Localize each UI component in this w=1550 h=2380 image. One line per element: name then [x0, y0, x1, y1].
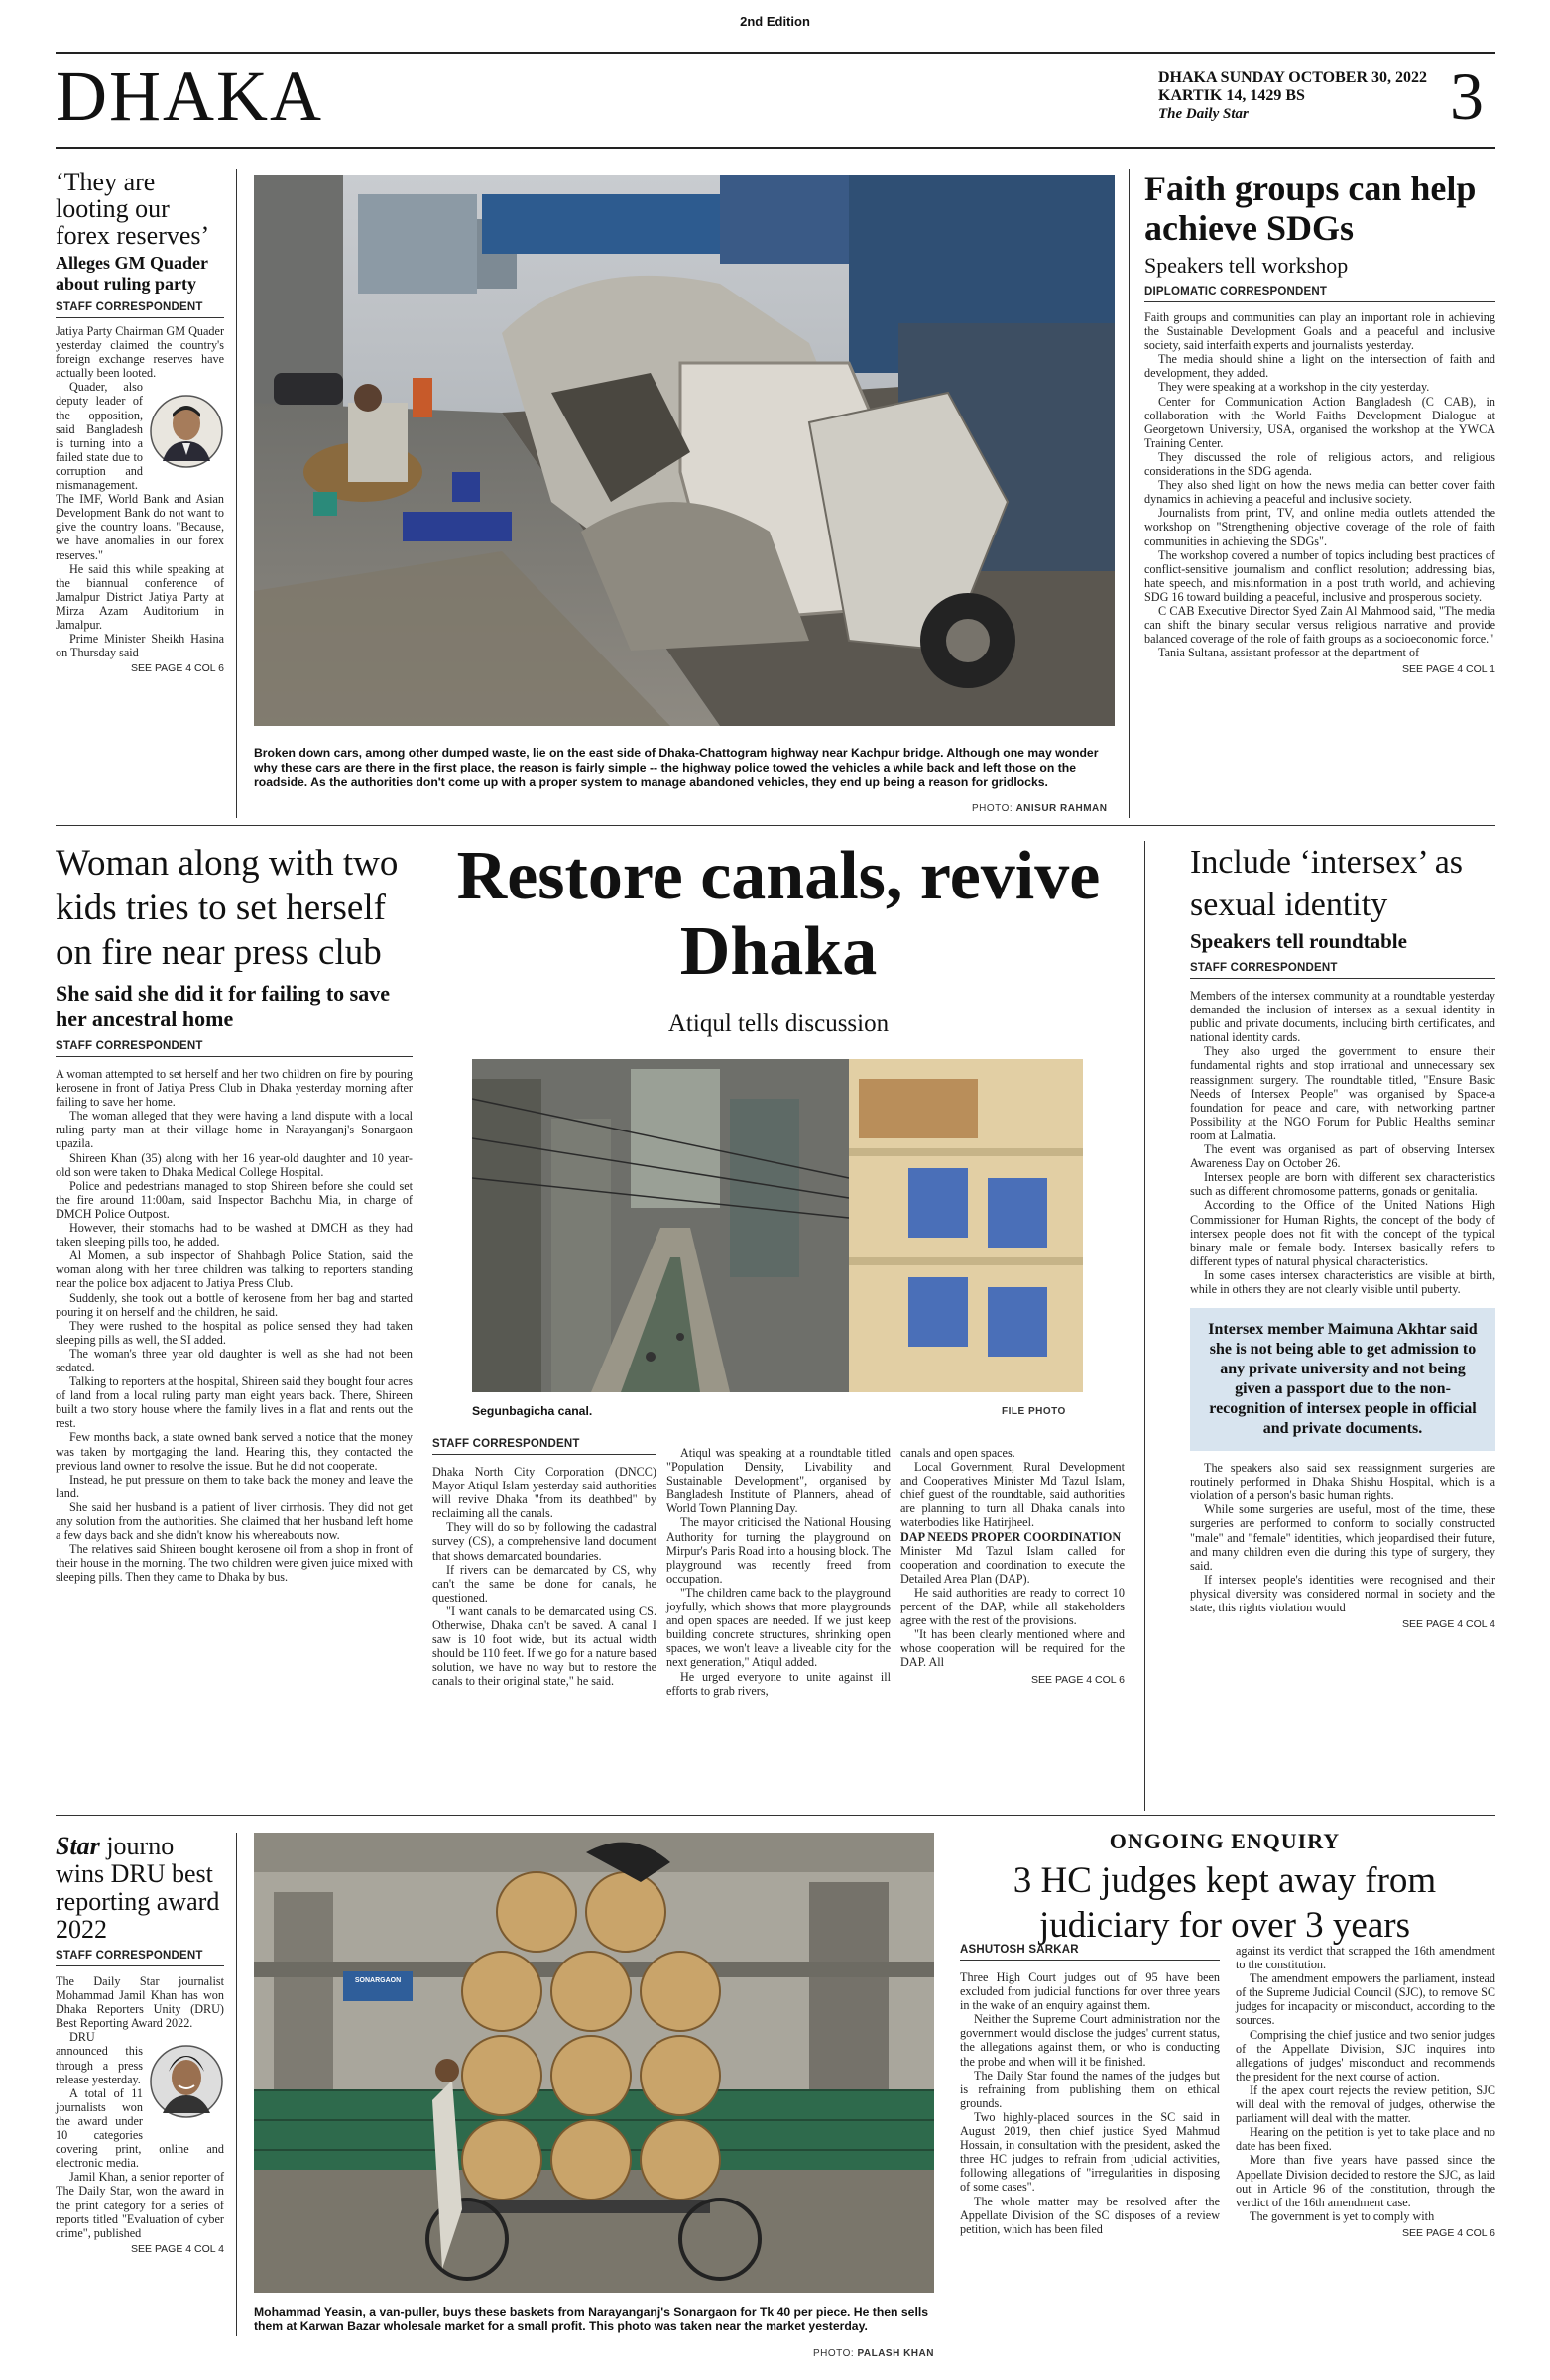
story-hc-heading: [954, 1829, 1495, 1948]
byline: STAFF CORRESPONDENT: [56, 1040, 203, 1052]
quader-portrait: [149, 384, 224, 475]
page-number: 3: [1450, 59, 1484, 134]
dateline: DHAKA SUNDAY OCTOBER 30, 2022: [1158, 69, 1428, 86]
article-body: A woman attempted to set herself and her two children on fire by pouring kerosene in front of Jatiya Press Club in Dhaka yesterday morning after failing to save her home. The woman alleged that they were having a land dispute with a local ruling party man at their village home in Narayanganj's Sonargaon upazila. Shireen Khan (35) along with her 16 year-old daughter and 10 year-old son were taken to Dhaka Medical College Hospital. Police and pedestrians managed to stop Shireen before she could set the fire around 11:00am, said Inspector Bachchu Mia, in charge of DMCH Police Outpost. However, their stomachs had to be washed at DMCH as they had taken sleeping pills too, he added. Al Momen, a sub inspector of Shahbagh Police Station, said the woman along with her three children was talking to reporters standing near the police box adjacent to Jatiya Press Club. Suddenly, she took out a bottle of kerosene from her bag and started pouring it on herself and the children, he said. They were rushed to the hospital as police sensed they had taken sleeping pills as well, the SI added. The woman's three year old daughter is well as she had not been sedated. Talking to reporters at the hospital, Shireen said they bought four acres of land from a local ruling party man eight years back. There, Shireen built a two story house where the family lives in a flat and rents out the rest. Few months back, a state owned bank served a notice that the money was taken by mortgaging the land. Hearing this, they contacted the previous land owner to resolve the issue. But he did not cooperate. Instead, he put pressure on them to take back the money and leave the land. She said her husband is a patient of liver cirrhosis. They did not get any solution from the authorities. She claimed that her husband left home a few days back and she didn't know his whereabouts now. The relatives said Shireen bought kerosene oil from a shop in front of their house in the morning. The two children were given juice mixed with sleeping pills. Then they came to Dhaka by bus.: [56, 1067, 413, 1585]
see-page-link[interactable]: SEE PAGE 4 COL 4: [1402, 1618, 1495, 1631]
story-intersex: Include ‘intersex’ as sexual identity Speakers tell roundtable STAFF CORRESPONDENT Members of the intersex community at a roundtable yesterday demanded the inclusion of intersex as a sexual identity in public and private documents, including birth certificates, and national identity cards. They also urged the government to ensure their fundamental rights and stop irrational and unnecessary sex reassignment surgery. The roundtable titled, "Ensure Basic Needs of Intersex People" was organised by Space-a foundation for peace and care, with networking partner Possibility at the NGO Forum for Public Healths seminar room at Lalmatia. The event was organised as part of observing Intersex Awareness Day on October 26. Intersex people are born with different sex characteristics such as different chromosome patterns, gonads or genitalia. According to the Office of the United Nations High Commissioner for Human Rights, the concept of the body of intersex people does not fit with the concept of the typical binary male or female body. Intersex basically refers to different types of natural physical characteristics. In some cases intersex characteristics are visible at birth, while in others they are not clearly visible until puberty. Intersex member Maimuna Akhtar said she is not being able to get admission to any private university and not being given a passport due to the non-recognition of intersex people in official and private documents. The speakers also said sex reassignment surgeries are routinely performed in Dhaka Shishu Hospital, which is a violation of a person's basic human rights. While some surgeries are useful, most of the time, these surgeries are performed to conform to socially constructed "male" and "female" identities, which jeopardised their future, and many children even die during this type of surgery, they said. If intersex people's identities were recognised and their physical diversity was considered normal in society and the state, this rights violation would SEE PAGE 4 COL 4: [1190, 841, 1495, 1630]
bottom-photo-caption: Mohammad Yeasin, a van-puller, buys these baskets from Narayanganj's Sonargaon for Tk 40 per piece. He then sells them at Karwan Bazar wholesale market for a small profit. This photo was taken near the market yesterday.: [254, 2305, 928, 2333]
canal-photo-credit: FILE PHOTO: [1002, 1406, 1066, 1417]
headline: Woman along with two kids tries to set herself on fire near press club: [56, 843, 399, 973]
byline: DIPLOMATIC CORRESPONDENT: [1144, 286, 1328, 298]
canals-col-1: STAFF CORRESPONDENT Dhaka North City Corporation (DNCC) Mayor Atiqul Islam yesterday said authorities will revive Dhaka "from its deathbed" by reclaiming all the canals. They will do so by following the cadastral survey (CS), a comprehensive land document that shows demarcated boundaries. If rivers can be demarcated by CS, why can't the same be done for canals, he questioned. "I want canals to be demarcated using CS. Otherwise, Dhaka can't be saved. A canal I saw is 10 foot wide, but its actual width should be 110 feet. If we go for a nature based solution, we have no way but to restore the canals to their original state," he said.: [432, 1438, 656, 1689]
headline: Include ‘intersex’ as sexual identity: [1190, 844, 1464, 923]
subhead: Alleges GM Quader about ruling party: [56, 253, 208, 294]
subhead: Speakers tell workshop: [1144, 253, 1349, 278]
see-page-link[interactable]: SEE PAGE 4 COL 6: [1402, 2226, 1495, 2239]
bottom-photo-credit: PHOTO: PALASH KHAN: [813, 2348, 934, 2359]
article-body: The Daily Star journalist Mohammad Jamil Khan has won Dhaka Reporters Unity (DRU) Best Reporting Award 2022. DRU announced this through a press release yesterday. A total of 11 journalists won the award under 10 categories covering print, online and electronic media. Jamil Khan, a senior reporter of The Daily Star, won the award in the print category for a series of reports titled "Evaluation of cyber crime", published: [56, 1974, 224, 2240]
see-page-link[interactable]: SEE PAGE 4 COL 4: [131, 2242, 224, 2255]
article-body: Faith groups and communities can play an important role in achieving the Sustainable Development Goals and a peaceful and inclusive society, said interfaith experts and journalists yesterday. The media should shine a light on the intersection of faith and development, they added. They were speaking at a workshop in the city yesterday. Center for Communication Action Bangladesh (C CAB), in collaboration with the World Faiths Development Dialogue at Georgetown University, USA, organised the workshop at the YWCA Training Center. They discussed the role of religious actors, and religious considerations in the SDG agenda. They also shed light on how the news media can better cover faith dynamics in achieving a peaceful and inclusive society. Journalists from print, TV, and online media outlets attended the workshop on "Strengthening objective coverage of the role of faith communities in achieving the SDGs". The workshop covered a number of topics including best practices of conflict-sensitive journalism and conflict resolution; addressing bias, hate speech, and misinformation in a post truth world, and achieving SDG 16 toward building a peaceful, inclusive and prosperous society. C CAB Executive Director Syed Zain Al Mahmood said, "The media can shift the binary secular versus religious narrative and provide balanced coverage of the role of faith groups as a socioeconomic force." Tania Sultana, assistant professor at the department of: [1144, 310, 1495, 660]
article-body: Members of the intersex community at a roundtable yesterday demanded the inclusion of intersex as a sexual identity in public and private documents, including birth certificates, and national identity cards. They also urged the government to ensure their fundamental rights and stop irrational and unnecessary sex reassignment surgery. The roundtable titled, "Ensure Basic Needs of Intersex People" was organised by Space-a foundation for peace and care, with networking partner Possibility at the NGO Forum for Public Healths seminar room at Lalmatia. The event was organised as part of observing Intersex Awareness Day on October 26. Intersex people are born with different sex characteristics such as different chromosome patterns, gonads or genitalia. According to the Office of the United Nations High Commissioner for Human Rights, the concept of the body of intersex people does not fit with the concept of the typical binary male or female body. Intersex basically refers to different types of natural physical characteristics. In some cases intersex characteristics are visible at birth, while in others they are not clearly visible until puberty.: [1190, 989, 1495, 1296]
canals-headline: Restore canals, revive Dhaka: [456, 838, 1101, 990]
basket-vendor-photo: [254, 1833, 934, 2293]
headline: ‘They are looting our forex reserves’: [56, 168, 210, 250]
see-page-link[interactable]: SEE PAGE 4 COL 6: [1031, 1673, 1125, 1686]
see-page-link[interactable]: SEE PAGE 4 COL 6: [131, 662, 224, 675]
paper-name: The Daily Star: [1158, 106, 1249, 122]
hc-col-2: against its verdict that scrapped the 16th amendment to the constitution. The amendment empowers the parliament, instead of the Supreme Judicial Council (SJC), to remove SC judges for incapacity or misconduct, according to the sources. Comprising the chief justice and two senior judges of the Appellate Division, SJC inquires into allegations of judges' misconduct and recommends the president for the next course of action. If the apex court rejects the review petition, SJC will deal with the removal of judges, otherwise the parliament will deal with the matter. Hearing on the petition is yet to take place and no date has been fixed. More than five years have passed since the Appellate Division decided to restore the SJC, as laid out in Article 96 of the constitution, through the verdict of the 16th amendment case. The government is yet to comply with SEE PAGE 4 COL 6: [1236, 1944, 1495, 2239]
canal-photo-caption: Segunbagicha canal.: [472, 1404, 593, 1418]
masthead-top-rule: [56, 52, 1495, 54]
hc-col-1: ASHUTOSH SARKAR Three High Court judges out of 95 have been excluded from judicial functions for over three years in the wake of an enquiry against them. Neither the Supreme Court administration nor the government would disclose the judges' current status, the allegations against them, or who is conducting the probe and when will it be finished. The Daily Star found the names of the judges but is refraining from publishing them on ethical grounds. Two highly-placed sources in the SC said in August 2019, then chief justice Syed Mahmud Hossain, in consultation with the president, asked the three HC judges to refrain from judicial activities, following allegations of "irregularities in disposing of some cases". The whole matter may be resolved after the Appellate Division of the SC disposes of a review petition, which has been filed: [960, 1944, 1220, 2236]
canal-photo: [472, 1059, 1083, 1392]
jamil-khan-portrait: [149, 2034, 224, 2125]
byline: STAFF CORRESPONDENT: [432, 1438, 580, 1450]
byline: STAFF CORRESPONDENT: [56, 1950, 203, 1962]
headline: 3 HC judges kept away from judiciary for over 3 years: [1013, 1860, 1437, 1946]
canals-subhead: Atiqul tells discussion: [667, 1011, 890, 1037]
pull-quote: Intersex member Maimuna Akhtar said she is not being able to get admission to any private university and not being given a passport due to the non-recognition of intersex people in official and private documents.: [1190, 1308, 1495, 1451]
kicker: ONGOING ENQUIRY: [1109, 1829, 1341, 1853]
masthead-bottom-rule: [56, 147, 1495, 149]
headline: Star journo wins DRU best reporting award 2022: [56, 1832, 220, 1944]
story-woman: [56, 841, 413, 1584]
top-photo-caption: Broken down cars, among other dumped waste, lie on the east side of Dhaka-Chattogram highway near Kachpur bridge. Although one may wonder why these cars are there in the first place, the reason is fairly simple -- the highway police towed the vehicles a while back and left those on the roadside. As the authorities don't come up with a proper system to manage abandoned vehicles, they end up being a reason for gridlocks.: [254, 746, 1099, 789]
bangla-date: KARTIK 14, 1429 BS: [1158, 87, 1305, 104]
star-logo: Star: [56, 1832, 100, 1860]
article-body: Jatiya Party Chairman GM Quader yesterday claimed the country's foreign exchange reserves have actually been looted. Quader, also deputy leader of the opposition, said Bangladesh is turning into a failed state due to corruption and mismanagement. The IMF, World Bank and Asian Development Bank do not want to give the country loans. "Because, we have anomalies in our forex reserves." He said this while speaking at the biannual conference of Jamalpur District Jatiya Party at Mirza Azam Auditorium in Jamalpur. Prime Minister Sheikh Hasina on Thursday said: [56, 324, 224, 660]
byline: STAFF CORRESPONDENT: [56, 301, 203, 313]
section-subhead: DAP NEEDS PROPER COORDINATION: [900, 1529, 1122, 1544]
edition-label: 2nd Edition: [740, 14, 810, 29]
abandoned-cars-photo: [254, 175, 1115, 726]
canals-col-3: canals and open spaces. Local Government, Rural Development and Cooperatives Minister Md Tazul Islam, chief guest of the roundtable, said authorities are planning to turn all Dhaka canals into waterbodies like Hatirjheel. DAP NEEDS PROPER COORDINATION Minister Md Tazul Islam called for cooperation and coordination to execute the Detailed Area Plan (DAP). He said authorities are ready to correct 10 percent of the DAP, while all stakeholders agree with the rest of the provisions. "It has been clearly mentioned where and whose cooperation will be required for the DAP. All SEE PAGE 4 COL 6: [900, 1446, 1125, 1686]
byline: ASHUTOSH SARKAR: [960, 1944, 1079, 1956]
see-page-link[interactable]: SEE PAGE 4 COL 1: [1402, 663, 1495, 676]
canals-col-2: Atiqul was speaking at a roundtable titled "Population Density, Livability and Sustainable Development", organised by Bangladesh Institute of Planners, ahead of World Town Planning Day. The mayor criticised the National Housing Authority for turning the playground on Mirpur's Paris Road into a housing block. The playground was recently freed from occupation. "The children came back to the playground joyfully, which shows that more playgrounds and open spaces are needed. If we just keep building concrete structures, shrinking open spaces, we won't leave a liveable city for the next generation," Atiqul added. He urged everyone to unite against ill efforts to grab rivers,: [666, 1446, 891, 1698]
section-title: DHAKA: [56, 57, 323, 136]
byline: STAFF CORRESPONDENT: [1190, 962, 1338, 974]
top-photo-credit: PHOTO: ANISUR RAHMAN: [972, 803, 1108, 814]
subhead: Speakers tell roundtable: [1190, 929, 1407, 953]
road-sign-text: SONARGAON: [354, 1977, 402, 1984]
story-quader: [56, 169, 224, 674]
story-dru: [56, 1833, 224, 2255]
story-faith: [1144, 169, 1495, 675]
dateline-block: [1158, 69, 1444, 123]
headline: Faith groups can help achieve SDGs: [1144, 169, 1477, 248]
subhead: She said she did it for failing to save her ancestral home: [56, 981, 390, 1031]
